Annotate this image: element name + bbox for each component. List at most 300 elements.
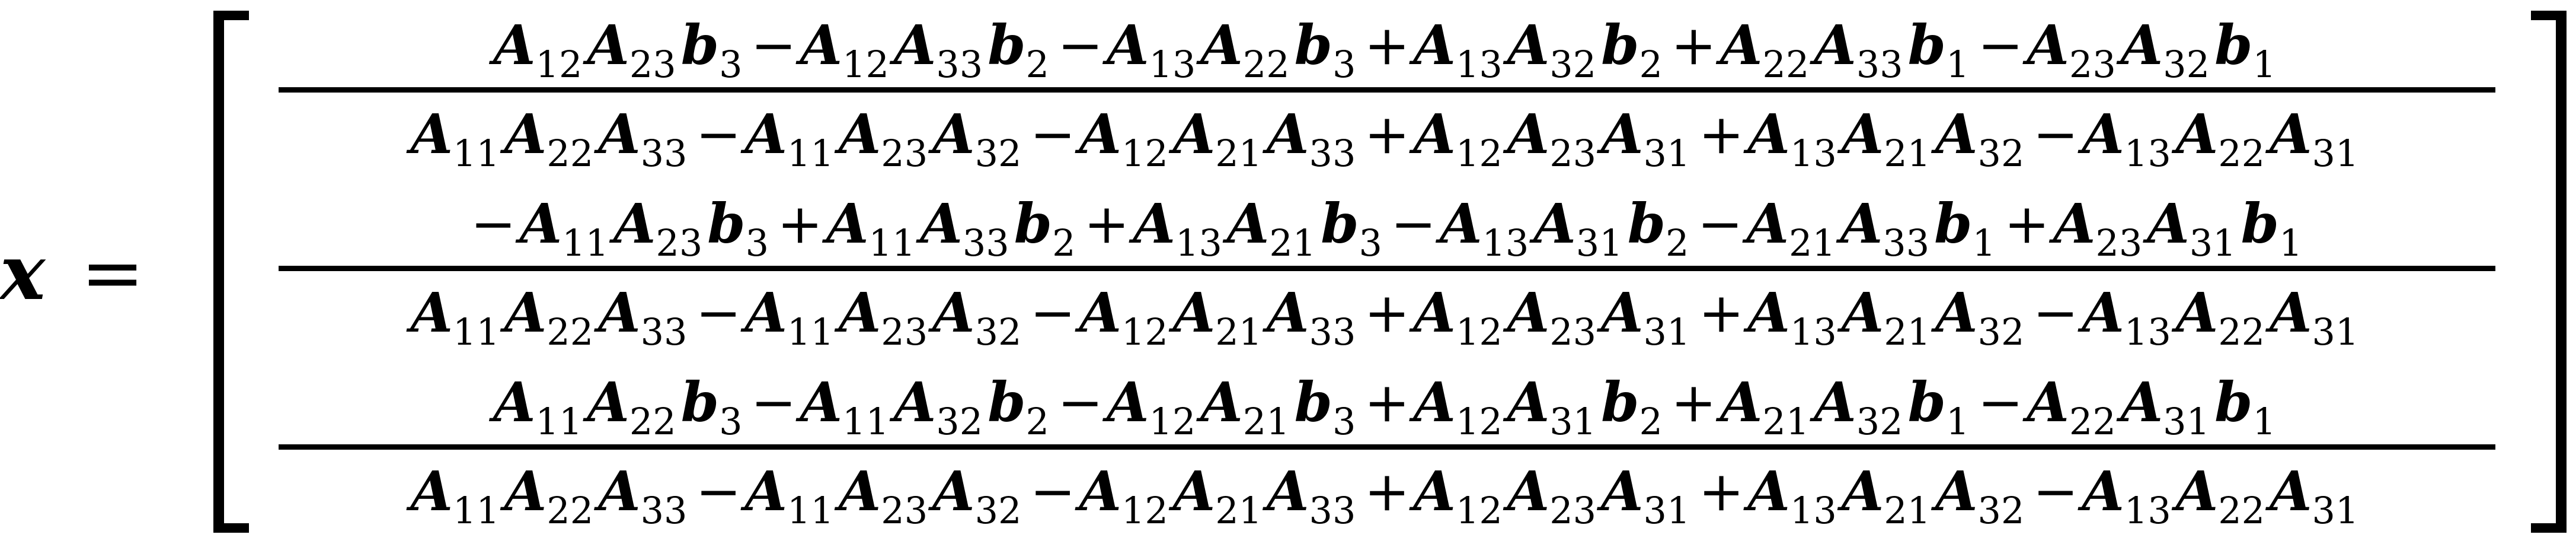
term-sign: − [695, 460, 742, 523]
factor-symbol: A [1107, 370, 1149, 434]
factor-symbol: b [1294, 13, 1332, 77]
term-sign: − [750, 371, 797, 434]
factor-symbol: b [2214, 370, 2253, 434]
factor-symbol: A [2175, 459, 2219, 523]
polynomial-term [2029, 102, 2363, 175]
factor-subscript: 3 [1359, 221, 1382, 265]
factor-symbol: A [1079, 459, 1121, 523]
factor-symbol: A [504, 102, 547, 166]
polynomial-term [692, 281, 1026, 354]
polynomial-term [410, 102, 692, 175]
factor-subscript: 1 [2252, 400, 2276, 443]
factor-symbol: A [1747, 281, 1790, 345]
term-sign: − [1977, 371, 2024, 434]
factor-subscript: 3 [1332, 400, 1356, 443]
factor-subscript: 21 [1215, 132, 1263, 175]
factor-symbol: b [2241, 192, 2279, 256]
factor-subscript: 32 [1977, 310, 2025, 354]
factor-subscript: 2 [1666, 221, 1689, 265]
factor-subscript: 12 [1455, 400, 1503, 443]
factor-subscript: 31 [2312, 489, 2359, 532]
factor-subscript: 33 [1309, 489, 1356, 532]
factor-subscript: 32 [1977, 132, 2025, 175]
factor-symbol: A [410, 281, 453, 345]
factor-symbol: A [1720, 370, 1763, 434]
factor-symbol: A [2027, 370, 2069, 434]
factor-subscript: 13 [1175, 221, 1222, 265]
factor-symbol: A [2082, 281, 2124, 345]
factor-subscript: 11 [787, 310, 834, 354]
factor-symbol: b [1601, 13, 1639, 77]
factor-subscript: 13 [2124, 489, 2171, 532]
term-sign: + [1364, 460, 1410, 523]
factor-subscript: 31 [1643, 489, 1690, 532]
factor-subscript: 11 [452, 132, 500, 175]
factor-symbol: b [1907, 370, 1946, 434]
factor-symbol: A [1079, 281, 1121, 345]
polynomial-term [1974, 13, 2280, 86]
lhs-variable: x [0, 228, 46, 317]
fraction-row-2 [279, 182, 2495, 357]
factor-symbol: A [1200, 13, 1243, 77]
polynomial-term [410, 459, 692, 532]
polynomial-term [1360, 102, 1695, 175]
right-bracket [2531, 11, 2567, 533]
factor-symbol: A [800, 370, 842, 434]
factor-symbol: A [1533, 192, 1576, 256]
factor-subscript: 11 [452, 310, 500, 354]
factor-subscript: 12 [1455, 132, 1503, 175]
factor-subscript: 32 [974, 489, 1022, 532]
factor-symbol: b [1014, 192, 1053, 256]
factor-symbol: b [2214, 13, 2253, 77]
factor-subscript: 23 [629, 43, 676, 86]
factor-subscript: 23 [2069, 43, 2116, 86]
factor-symbol: A [587, 370, 629, 434]
term-sign: + [1084, 192, 1130, 256]
factor-subscript: 33 [1856, 43, 1903, 86]
factor-subscript: 23 [1549, 489, 1597, 532]
factor-symbol: b [987, 13, 1026, 77]
factor-subscript: 1 [2252, 43, 2276, 86]
factor-subscript: 23 [656, 221, 703, 265]
polynomial-term [1974, 370, 2280, 443]
factor-symbol: b [1934, 192, 1973, 256]
term-sign: − [1977, 14, 2024, 77]
factor-subscript: 3 [1332, 43, 1356, 86]
factor-subscript: 22 [546, 489, 594, 532]
factor-subscript: 12 [1455, 489, 1503, 532]
factor-subscript: 32 [974, 132, 1022, 175]
term-sign: − [1030, 460, 1076, 523]
fraction-row-1 [279, 4, 2495, 179]
factor-symbol: A [1507, 281, 1550, 345]
factor-subscript: 13 [2124, 132, 2171, 175]
factor-symbol: A [504, 281, 547, 345]
factor-subscript: 31 [1643, 132, 1690, 175]
factor-subscript: 11 [452, 489, 500, 532]
polynomial-term [692, 102, 1026, 175]
factor-subscript: 33 [1309, 132, 1356, 175]
factor-subscript: 21 [1762, 400, 1810, 443]
factor-symbol: A [1935, 102, 1978, 166]
factor-symbol: A [1507, 13, 1550, 77]
factor-symbol: A [932, 281, 975, 345]
factor-symbol: A [838, 281, 881, 345]
polynomial-term [747, 370, 1054, 443]
factor-symbol: A [1747, 102, 1790, 166]
denominator [279, 271, 2495, 354]
factor-subscript: 21 [1215, 489, 1263, 532]
polynomial-term [1695, 281, 2029, 354]
factor-subscript: 1 [2278, 221, 2303, 265]
factor-symbol: A [1814, 13, 1856, 77]
term-sign: − [695, 281, 742, 345]
factor-subscript: 22 [1762, 43, 1810, 86]
factor-symbol: A [1814, 370, 1856, 434]
factor-symbol: A [1413, 13, 1456, 77]
term-sign: + [1698, 460, 1744, 523]
factor-subscript: 23 [881, 132, 928, 175]
factor-symbol: A [1413, 102, 1456, 166]
factor-subscript: 31 [1549, 400, 1597, 443]
factor-symbol: b [987, 370, 1026, 434]
term-sign: − [1057, 14, 1104, 77]
factor-symbol: A [598, 459, 641, 523]
numerator [279, 361, 2495, 444]
numerator [279, 182, 2495, 265]
factor-subscript: 22 [2218, 489, 2265, 532]
factor-subscript: 12 [1121, 132, 1168, 175]
factor-subscript: 13 [1149, 43, 1196, 86]
factor-symbol: A [410, 459, 453, 523]
term-sign: − [1030, 281, 1076, 345]
factor-symbol: A [613, 192, 656, 256]
factor-subscript: 2 [1025, 400, 1049, 443]
factor-subscript: 3 [719, 400, 743, 443]
polynomial-term [2000, 192, 2307, 265]
factor-subscript: 21 [1884, 489, 1931, 532]
factor-symbol: A [1267, 281, 1309, 345]
factor-symbol: A [2027, 13, 2069, 77]
factor-symbol: A [2270, 281, 2312, 345]
polynomial-term [1693, 192, 2000, 265]
factor-symbol: A [493, 370, 536, 434]
factor-symbol: A [493, 13, 536, 77]
factor-symbol: b [1627, 192, 1666, 256]
factor-symbol: A [1172, 459, 1216, 523]
factor-subscript: 12 [1121, 310, 1168, 354]
factor-subscript: 31 [1643, 310, 1690, 354]
denominator [279, 450, 2495, 533]
factor-symbol: A [1746, 192, 1789, 256]
factor-symbol: A [1172, 281, 1216, 345]
factor-subscript: 32 [1549, 43, 1597, 86]
factor-symbol: A [1601, 102, 1644, 166]
factor-subscript: 21 [1269, 221, 1316, 265]
factor-symbol: A [1172, 102, 1216, 166]
factor-subscript: 13 [1789, 132, 1837, 175]
factor-symbol: A [893, 13, 937, 77]
factor-symbol: A [826, 192, 869, 256]
factor-subscript: 33 [1309, 310, 1356, 354]
denominator [279, 93, 2495, 176]
factor-symbol: A [744, 281, 787, 345]
factor-symbol: A [1507, 370, 1550, 434]
term-sign: − [750, 14, 797, 77]
polynomial-term [1026, 281, 1360, 354]
term-sign: + [1698, 281, 1744, 345]
factor-symbol: A [2270, 102, 2312, 166]
factor-symbol: A [1079, 102, 1121, 166]
factor-symbol: A [932, 102, 975, 166]
factor-symbol: b [1294, 370, 1332, 434]
factor-symbol: A [1935, 281, 1978, 345]
factor-symbol: A [1747, 459, 1790, 523]
factor-subscript: 12 [1455, 310, 1503, 354]
polynomial-term [1667, 370, 1974, 443]
factor-subscript: 11 [842, 400, 889, 443]
factor-subscript: 22 [546, 310, 594, 354]
term-sign: + [1670, 371, 1717, 434]
factor-subscript: 12 [535, 43, 583, 86]
fraction-bar [279, 444, 2495, 450]
polynomial-term [774, 192, 1080, 265]
factor-subscript: 22 [2218, 310, 2265, 354]
polynomial-term [1081, 192, 1387, 265]
factor-symbol: A [1267, 102, 1309, 166]
factor-symbol: A [587, 13, 629, 77]
factor-subscript: 11 [787, 489, 834, 532]
factor-symbol: A [2082, 459, 2124, 523]
term-sign: + [1364, 371, 1410, 434]
factor-subscript: 23 [1549, 132, 1597, 175]
polynomial-term [493, 370, 747, 443]
polynomial-term [1387, 192, 1693, 265]
left-bracket [213, 11, 249, 533]
factor-symbol: A [920, 192, 963, 256]
factor-symbol: A [2082, 102, 2124, 166]
factor-symbol: A [1840, 192, 1883, 256]
polynomial-term [1360, 459, 1695, 532]
factor-subscript: 21 [1242, 400, 1290, 443]
factor-subscript: 32 [1977, 489, 2025, 532]
factor-symbol: A [2175, 281, 2219, 345]
factor-symbol: b [1907, 13, 1946, 77]
factor-symbol: A [2175, 102, 2219, 166]
factor-subscript: 22 [629, 400, 676, 443]
factor-symbol: A [1601, 281, 1644, 345]
factor-subscript: 2 [1025, 43, 1049, 86]
factor-symbol: A [2120, 370, 2163, 434]
factor-symbol: A [1133, 192, 1176, 256]
factor-subscript: 13 [2124, 310, 2171, 354]
factor-subscript: 31 [2189, 221, 2236, 265]
factor-symbol: A [1200, 370, 1243, 434]
term-sign: − [2032, 281, 2079, 345]
term-sign: − [470, 192, 516, 256]
factor-symbol: A [2270, 459, 2312, 523]
factor-symbol: A [800, 13, 842, 77]
factor-subscript: 33 [936, 43, 983, 86]
factor-symbol: A [1720, 13, 1763, 77]
factor-symbol: b [1321, 192, 1359, 256]
term-sign: − [1030, 103, 1076, 166]
factor-subscript: 21 [1215, 310, 1263, 354]
factor-symbol: A [744, 102, 787, 166]
equation-lhs [0, 228, 145, 317]
factor-subscript: 31 [1575, 221, 1623, 265]
factor-subscript: 32 [974, 310, 1022, 354]
factor-subscript: 3 [719, 43, 743, 86]
term-sign: − [1697, 192, 1743, 256]
polynomial-term [467, 192, 774, 265]
factor-subscript: 2 [1639, 400, 1663, 443]
factor-symbol: A [410, 102, 453, 166]
factor-symbol: A [1841, 281, 1884, 345]
factor-symbol: A [1935, 459, 1978, 523]
polynomial-term [1026, 102, 1360, 175]
polynomial-term [2029, 281, 2363, 354]
factor-subscript: 11 [535, 400, 583, 443]
polynomial-term [2029, 459, 2363, 532]
term-sign: − [1057, 371, 1104, 434]
factor-symbol: A [519, 192, 562, 256]
term-sign: − [1391, 192, 1437, 256]
factor-symbol: A [1267, 459, 1309, 523]
term-sign: − [2032, 103, 2079, 166]
fraction-bar [279, 266, 2495, 271]
factor-subscript: 33 [640, 310, 688, 354]
factor-symbol: A [1107, 13, 1149, 77]
factor-symbol: b [680, 13, 720, 77]
polynomial-term [1667, 13, 1974, 86]
factor-symbol: A [932, 459, 975, 523]
polynomial-term [493, 13, 747, 86]
term-sign: − [695, 103, 742, 166]
factor-subscript: 23 [881, 489, 928, 532]
polynomial-term [1360, 281, 1695, 354]
factor-subscript: 3 [745, 221, 769, 265]
factor-subscript: 33 [640, 489, 688, 532]
polynomial-term [410, 281, 692, 354]
factor-subscript: 13 [1789, 489, 1837, 532]
factor-symbol: A [1841, 459, 1884, 523]
factor-symbol: A [1507, 102, 1550, 166]
factor-subscript: 21 [1884, 132, 1931, 175]
term-sign: + [2003, 192, 2050, 256]
term-sign: + [1670, 14, 1717, 77]
polynomial-term [692, 459, 1026, 532]
equals-sign: = [81, 228, 145, 317]
factor-subscript: 23 [881, 310, 928, 354]
factor-symbol: A [1841, 102, 1884, 166]
factor-symbol: A [1226, 192, 1270, 256]
factor-subscript: 1 [1945, 43, 1970, 86]
polynomial-term [1695, 459, 2029, 532]
factor-symbol: A [2120, 13, 2163, 77]
factor-symbol: b [680, 370, 720, 434]
factor-symbol: b [707, 192, 746, 256]
term-sign: + [1364, 103, 1410, 166]
polynomial-term [1695, 102, 2029, 175]
factor-symbol: A [1413, 281, 1456, 345]
polynomial-term [1026, 459, 1360, 532]
factor-symbol: A [598, 102, 641, 166]
factor-subscript: 12 [1121, 489, 1168, 532]
factor-subscript: 13 [1789, 310, 1837, 354]
factor-subscript: 23 [2095, 221, 2143, 265]
factor-subscript: 21 [1788, 221, 1836, 265]
polynomial-term [1054, 370, 1360, 443]
polynomial-term [1360, 13, 1667, 86]
factor-subscript: 33 [1883, 221, 1930, 265]
factor-symbol: A [1601, 459, 1644, 523]
numerator [279, 4, 2495, 87]
factor-subscript: 11 [868, 221, 916, 265]
factor-subscript: 32 [1856, 400, 1903, 443]
term-sign: − [2032, 460, 2079, 523]
factor-subscript: 22 [2218, 132, 2265, 175]
factor-subscript: 32 [936, 400, 983, 443]
factor-subscript: 31 [2163, 400, 2210, 443]
factor-symbol: A [2053, 192, 2096, 256]
factor-subscript: 31 [2312, 310, 2359, 354]
factor-symbol: A [893, 370, 937, 434]
factor-subscript: 23 [1549, 310, 1597, 354]
factor-subscript: 11 [787, 132, 834, 175]
factor-symbol: A [504, 459, 547, 523]
polynomial-term [747, 13, 1054, 86]
factor-symbol: A [838, 102, 881, 166]
factor-subscript: 1 [1945, 400, 1970, 443]
term-sign: + [1698, 103, 1744, 166]
factor-subscript: 22 [1242, 43, 1290, 86]
factor-subscript: 2 [1639, 43, 1663, 86]
factor-subscript: 33 [962, 221, 1009, 265]
factor-subscript: 12 [1149, 400, 1196, 443]
factor-symbol: b [1601, 370, 1639, 434]
fraction-bar [279, 87, 2495, 93]
fraction-row-3 [279, 361, 2495, 536]
factor-subscript: 33 [640, 132, 688, 175]
term-sign: + [1364, 14, 1410, 77]
factor-subscript: 1 [1972, 221, 1996, 265]
polynomial-term [1054, 13, 1360, 86]
factor-symbol: A [1440, 192, 1482, 256]
factor-subscript: 2 [1052, 221, 1076, 265]
factor-symbol: A [838, 459, 881, 523]
term-sign: + [1364, 281, 1410, 345]
factor-symbol: A [2147, 192, 2190, 256]
polynomial-term [1360, 370, 1667, 443]
factor-subscript: 11 [562, 221, 609, 265]
factor-symbol: A [1507, 459, 1550, 523]
term-sign: + [777, 192, 823, 256]
factor-subscript: 13 [1482, 221, 1529, 265]
factor-subscript: 13 [1455, 43, 1503, 86]
factor-subscript: 31 [2312, 132, 2359, 175]
factor-subscript: 32 [2163, 43, 2210, 86]
factor-subscript: 21 [1884, 310, 1931, 354]
factor-symbol: A [1413, 370, 1456, 434]
factor-subscript: 22 [2069, 400, 2116, 443]
factor-symbol: A [1413, 459, 1456, 523]
factor-subscript: 22 [546, 132, 594, 175]
factor-subscript: 12 [842, 43, 889, 86]
factor-symbol: A [744, 459, 787, 523]
factor-symbol: A [598, 281, 641, 345]
